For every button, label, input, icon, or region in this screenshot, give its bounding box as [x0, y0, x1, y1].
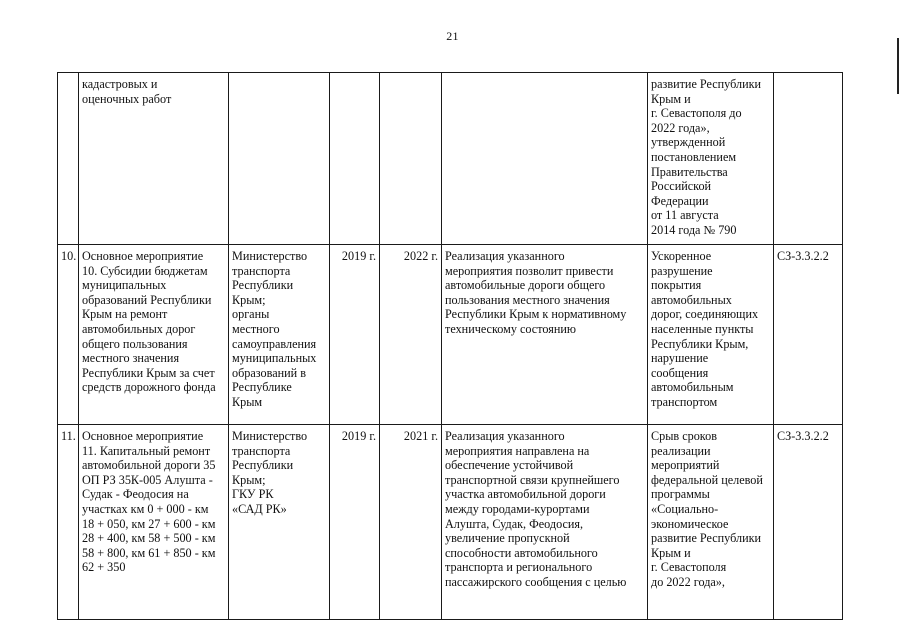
- consequence-cell: Ускоренное разрушение покрытия автомобильных дорог, соединяющих населенные пункты Республики Крым, нарушение сообщения автомобильным транспортом: [648, 245, 774, 425]
- executor-cell: Министерство транспорта Республики Крым; ГКУ РК «САД РК»: [229, 425, 330, 620]
- executor-cell: [229, 73, 330, 245]
- row-number-cell: [58, 73, 79, 245]
- expected-result-cell: [442, 73, 648, 245]
- consequence-cell: Срыв сроков реализации мероприятий федеральной целевой программы «Социально- экономическое развитие Республики Крым и г. Севастополя до 2022 года»,: [648, 425, 774, 620]
- indicator-code-cell: СЗ-3.3.2.2: [774, 425, 843, 620]
- consequence-cell: развитие Республики Крым и г. Севастополя до 2022 года», утвержденной постановлением Правительства Российской Федерации от 11 августа 2014 года № 790: [648, 73, 774, 245]
- row-number-cell: 11.: [58, 425, 79, 620]
- page-number: 21: [446, 29, 459, 43]
- table-row: [58, 245, 843, 425]
- expected-result-cell: Реализация указанного мероприятия позволит привести автомобильные дороги общего пользования местного значения Республики Крым к нормативному техническому состоянию: [442, 245, 648, 425]
- activity-cell: Основное мероприятие 10. Субсидии бюджетам муниципальных образований Республики Крым на ремонт автомобильных дорог общего пользования местного значения Республики Крым за счет средств дорожного фонда: [79, 245, 229, 425]
- executor-cell: Министерство транспорта Республики Крым; органы местного самоуправления муниципальных образований в Республике Крым: [229, 245, 330, 425]
- activity-cell: кадастровых и оценочных работ: [79, 73, 229, 245]
- end-year-cell: 2022 г.: [380, 245, 442, 425]
- end-year-cell: 2021 г.: [380, 425, 442, 620]
- start-year-cell: 2019 г.: [330, 245, 380, 425]
- expected-result-cell: Реализация указанного мероприятия направлена на обеспечение устойчивой транспортной связи крупнейшего участка автомобильной дороги между городами-курортами Алушта, Судак, Феодосия, увеличение пропускной способности автомобильного транспорта и регионального пассажирского сообщения с целью: [442, 425, 648, 620]
- indicator-code-cell: [774, 73, 843, 245]
- row-number-cell: 10.: [58, 245, 79, 425]
- start-year-cell: 2019 г.: [330, 425, 380, 620]
- indicator-code-cell: СЗ-3.3.2.2: [774, 245, 843, 425]
- page-edge-mark: [897, 38, 899, 94]
- table-row: [58, 73, 843, 245]
- activity-cell: Основное мероприятие 11. Капитальный ремонт автомобильной дороги 35 ОП РЗ 35К-005 Алушта - Судак - Феодосия на участках км 0 + 000 - км 18 + 050, км 27 + 600 - км 28 + 400, км 58 + 500 - км 58 + 800, км 61 + 850 - км 62 + 350: [79, 425, 229, 620]
- program-activities-table: [57, 72, 843, 620]
- start-year-cell: [330, 73, 380, 245]
- table-row: [58, 425, 843, 620]
- end-year-cell: [380, 73, 442, 245]
